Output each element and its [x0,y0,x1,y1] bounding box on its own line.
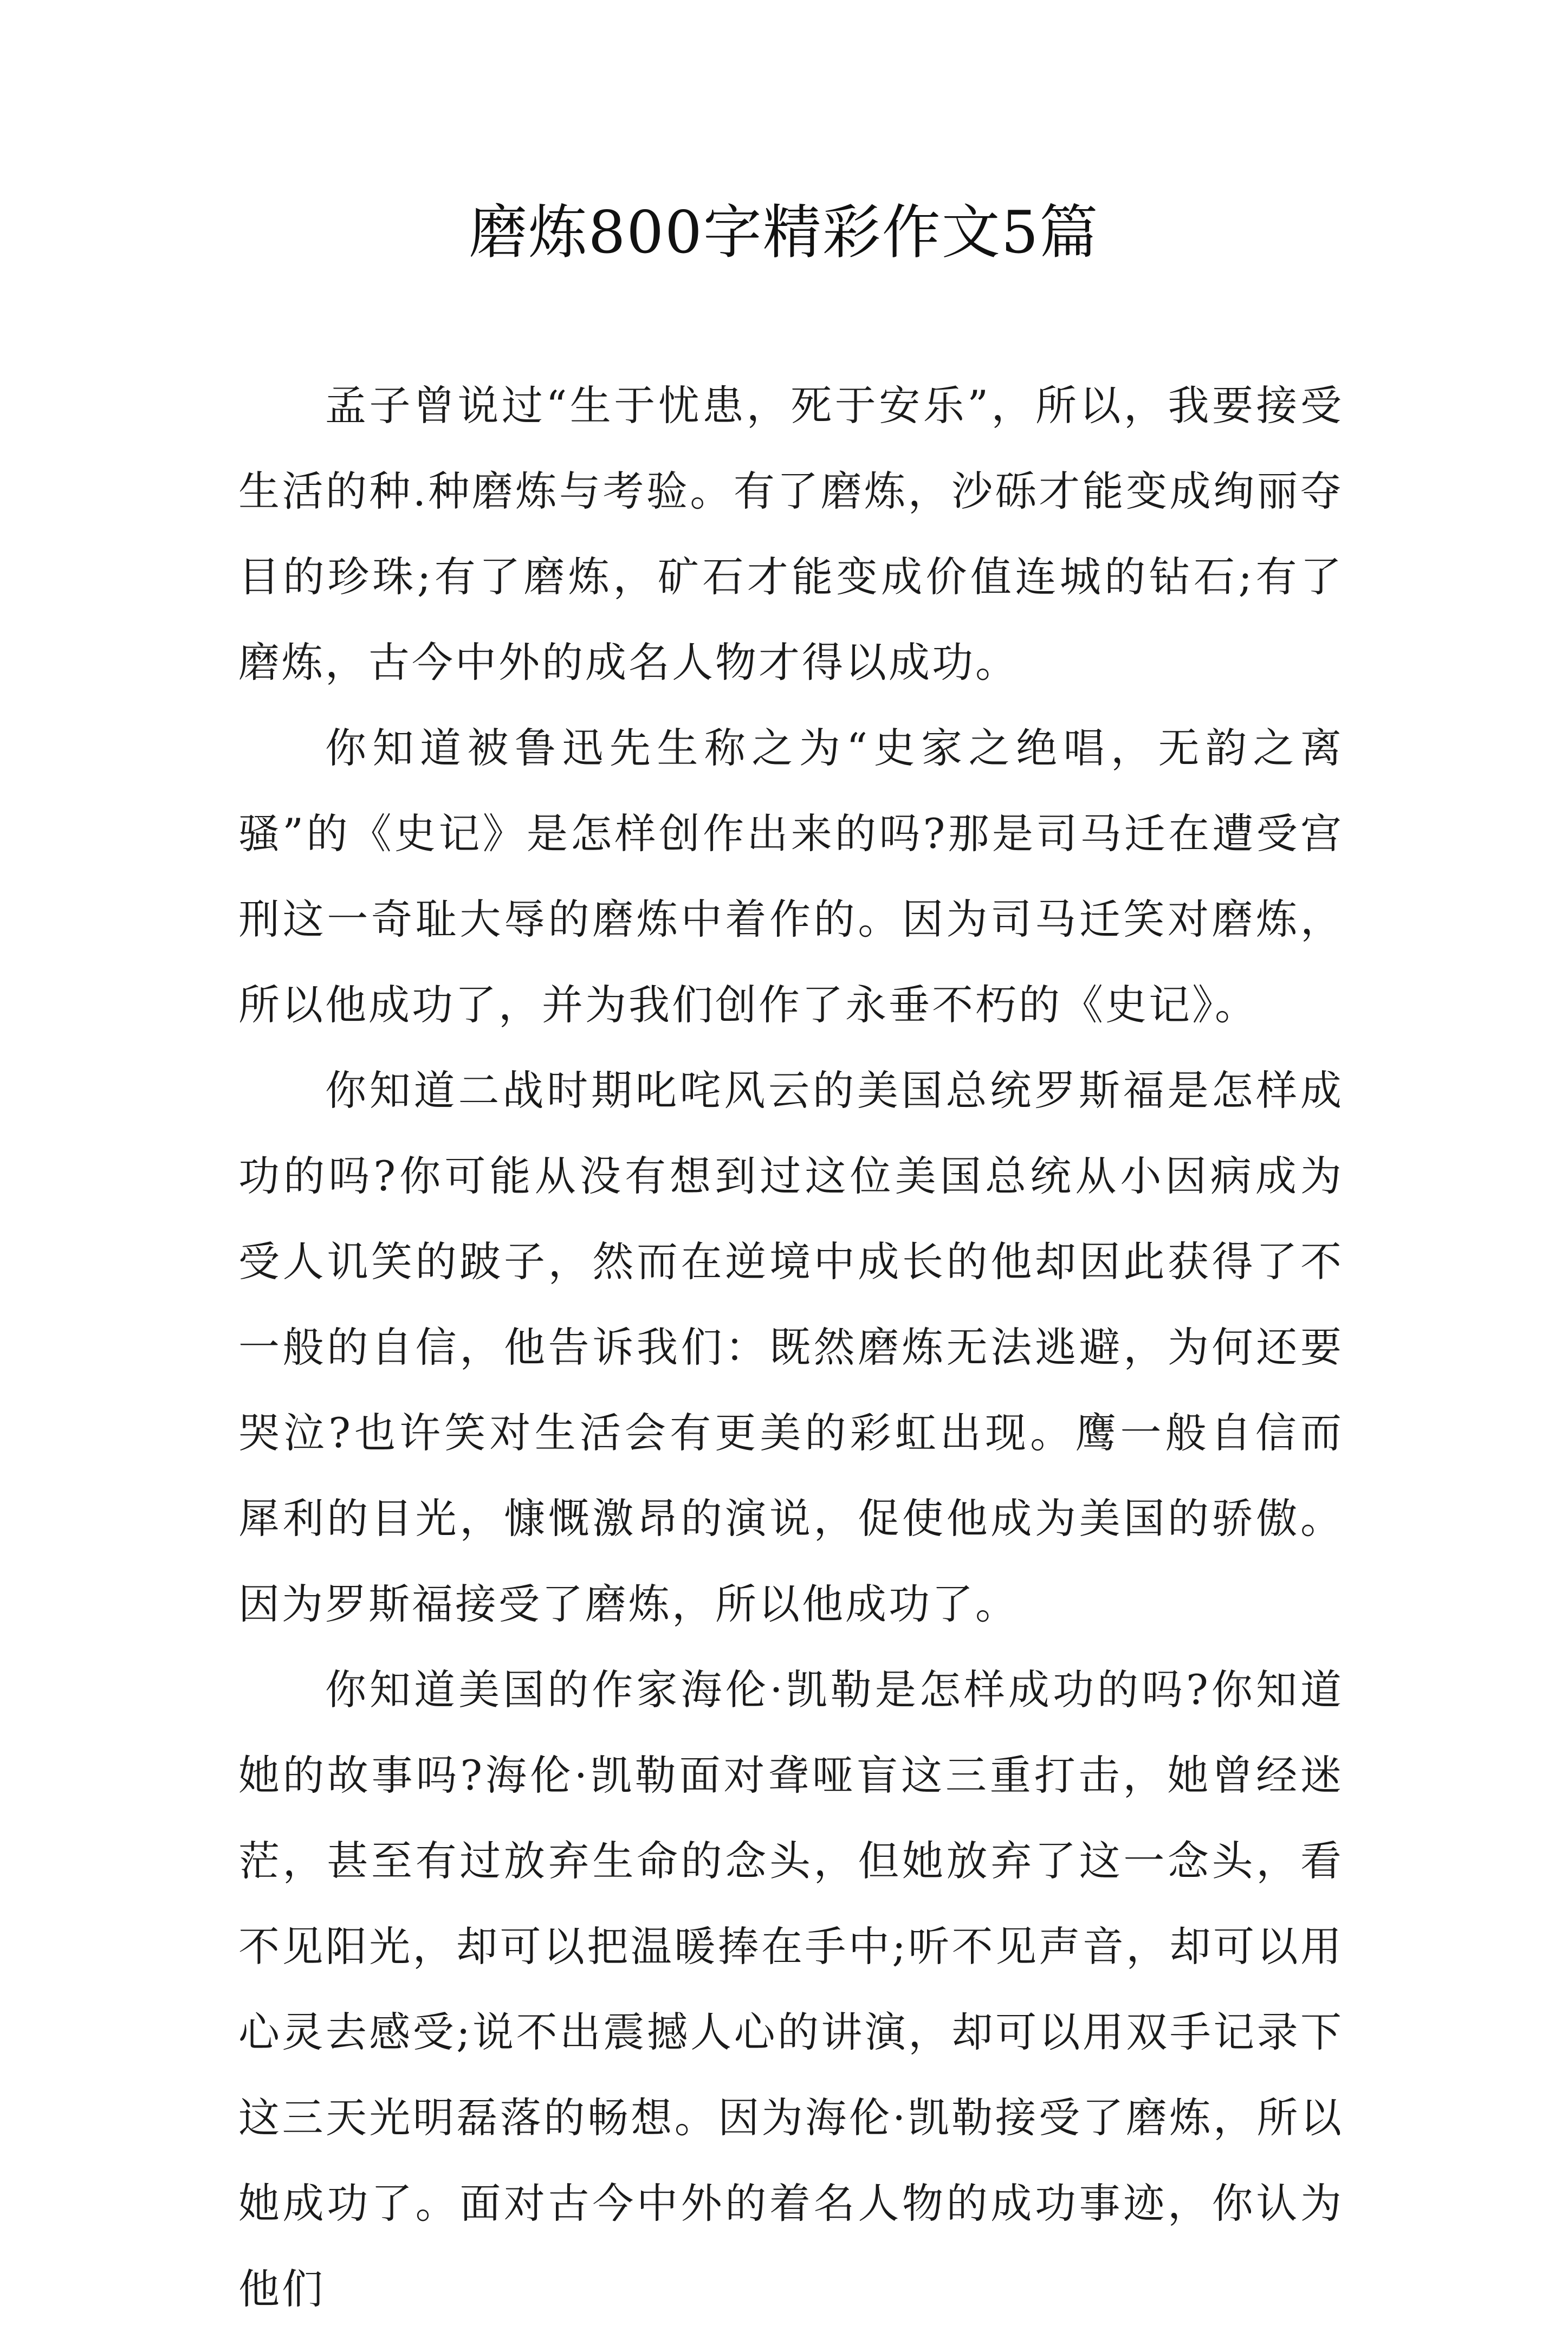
document-title: 磨炼800字精彩作文5篇 [469,199,1099,267]
document-body [238,363,1344,2332]
paragraph-3: 你知道二战时期叱咤风云的美国总统罗斯福是怎样成功的吗?你可能从没有想到过这位美国总统从小因病成为受人讥笑的跛子，然而在逆境中成长的他却因此获得了不一般的自信，他告诉我们：既然磨炼无法逃避，为何还要哭泣?也许笑对生活会有更美的彩虹出现。鹰一般自信而犀利的目光，慷慨激昂的演说，促使他成为美国的骄傲。因为罗斯福接受了磨炼，所以他成功了。 [238,1066,1344,1628]
paragraph-2: 你知道被鲁迅先生称之为“史家之绝唱，无韵之离骚”的《史记》是怎样创作出来的吗?那是司马迁在遭受宫刑这一奇耻大辱的磨炼中着作的。因为司马迁笑对磨炼，所以他成功了，并为我们创作了永垂不朽的《史记》。 [238,724,1344,1029]
paragraph-1: 孟子曾说过“生于忧患，死于安乐”，所以，我要接受生活的种.种磨炼与考验。有了磨炼，沙砾才能变成绚丽夺目的珍珠;有了磨炼，矿石才能变成价值连城的钻石;有了磨炼，古今中外的成名人物才得以成功。 [238,381,1344,686]
paragraph-4: 你知道美国的作家海伦·凯勒是怎样成功的吗?你知道她的故事吗?海伦·凯勒面对聋哑盲这三重打击，她曾经迷茫，甚至有过放弃生命的念头，但她放弃了这一念头，看不见阳光，却可以把温暖捧在手中;听不见声音，却可以用心灵去感受;说不出震撼人心的讲演，却可以用双手记录下这三天光明磊落的畅想。因为海伦·凯勒接受了磨炼，所以她成功了。面对古今中外的着名人物的成功事迹，你认为他们 [238,1666,1344,2313]
